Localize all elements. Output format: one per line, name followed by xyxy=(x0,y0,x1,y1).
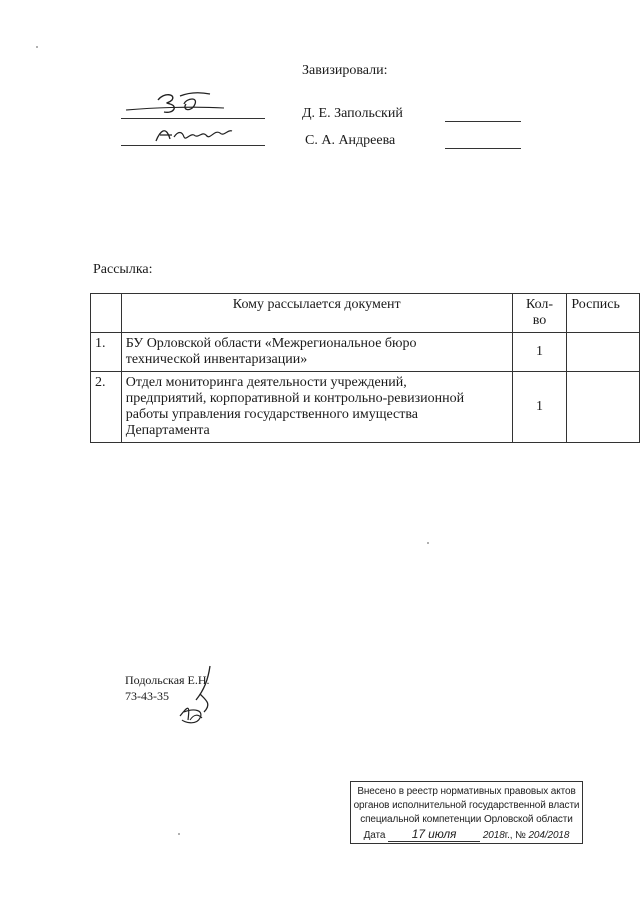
recipient-line: Департамента xyxy=(125,423,210,438)
row-recipient xyxy=(121,372,512,443)
row-num: 2. xyxy=(91,372,122,443)
signature-line-left-2 xyxy=(121,145,265,146)
row-qty: 1 xyxy=(512,372,567,443)
header-recipient: Кому рассылается документ xyxy=(121,294,512,333)
signature-line-right-1 xyxy=(445,121,521,122)
distribution-table xyxy=(90,293,640,443)
signature-line-left-1 xyxy=(121,118,265,119)
stamp-year-suffix: г., № xyxy=(504,830,526,841)
stamp-date-label: Дата xyxy=(363,830,386,841)
table-row xyxy=(91,333,640,372)
recipient-line: Отдел мониторинга деятельности учреждений, xyxy=(125,375,407,390)
recipient-line: предприятий, корпоративной и контрольно-ревизионной xyxy=(125,391,465,406)
stamp-line-2: органов исполнительной государственной власти xyxy=(353,800,580,811)
stamp-date-row xyxy=(351,827,582,844)
executor-phone: 73-43-35 xyxy=(125,689,169,703)
recipient-line: технической инвентаризации» xyxy=(125,352,308,367)
scan-speck xyxy=(427,542,429,544)
stamp-date-value: 17 июля xyxy=(388,827,480,842)
recipient-line: БУ Орловской области «Межрегиональное бюро xyxy=(125,336,417,351)
registry-stamp xyxy=(350,781,583,844)
stamp-year: 2018 xyxy=(483,829,505,844)
header-sign: Роспись xyxy=(567,294,640,333)
row-sign xyxy=(567,333,640,372)
signature-line-right-2 xyxy=(445,148,521,149)
stamp-reg-number: 204/2018 xyxy=(528,829,569,844)
approval-heading: Завизировали: xyxy=(302,63,388,78)
header-num-cell xyxy=(91,294,122,333)
executor-name: Подольская Е.Н. xyxy=(125,673,210,687)
handwritten-signature-1 xyxy=(120,88,230,118)
signer-name-2: С. А. Андреева xyxy=(305,133,396,148)
header-qty-line1: Кол- xyxy=(525,297,554,312)
distribution-heading: Рассылка: xyxy=(93,262,153,277)
header-qty xyxy=(512,294,567,333)
stamp-line-1: Внесено в реестр нормативных правовых актов xyxy=(357,786,576,797)
row-sign xyxy=(567,372,640,443)
handwritten-signature-2 xyxy=(150,121,260,147)
row-recipient xyxy=(121,333,512,372)
table-row xyxy=(91,372,640,443)
row-qty: 1 xyxy=(512,333,567,372)
header-qty-line2: во xyxy=(532,313,547,328)
scan-speck xyxy=(36,46,38,48)
row-num: 1. xyxy=(91,333,122,372)
signer-name-1: Д. Е. Запольский xyxy=(302,106,403,121)
executor-signature xyxy=(170,660,230,740)
stamp-line-3: специальной компетенции Орловской области xyxy=(360,814,573,825)
table-header-row xyxy=(91,294,640,333)
recipient-line: работы управления государственного имущества xyxy=(125,407,419,422)
scan-speck xyxy=(178,833,180,835)
